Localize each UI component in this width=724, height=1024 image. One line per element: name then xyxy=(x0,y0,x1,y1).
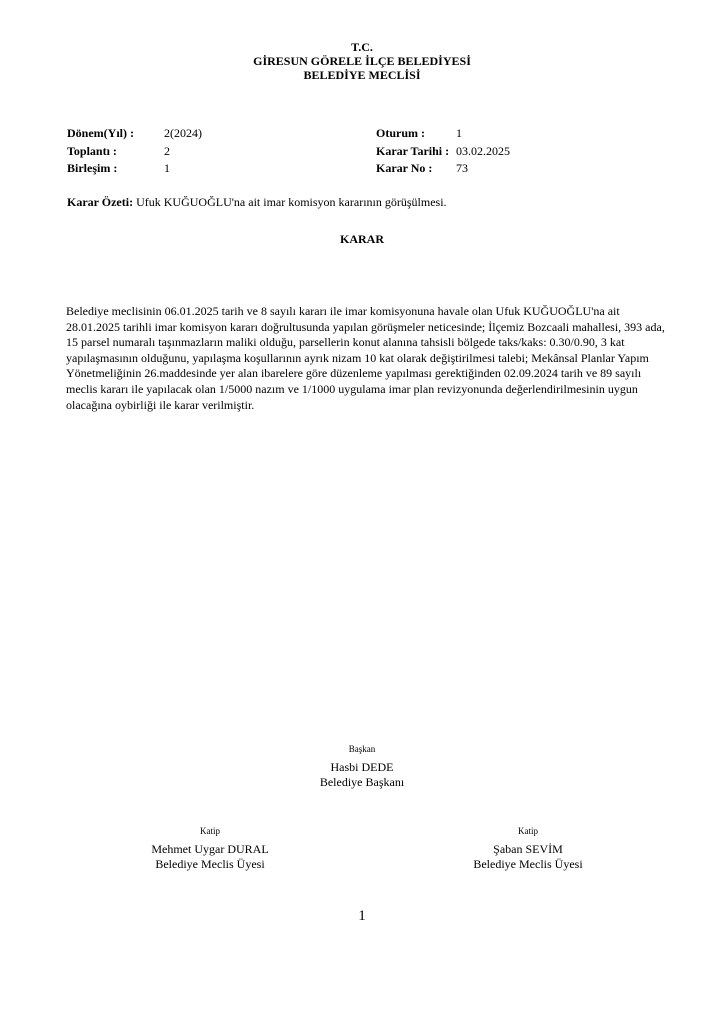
donem-value: 2(2024) xyxy=(164,126,202,140)
header-tc: T.C. xyxy=(351,40,373,54)
clerk1-title: Belediye Meclis Üyesi xyxy=(155,857,265,871)
toplanti-value: 2 xyxy=(164,144,170,158)
summary-label: Karar Özeti: xyxy=(67,195,134,209)
header-council: BELEDİYE MECLİSİ xyxy=(303,68,421,82)
clerk2-name: Şaban SEVİM xyxy=(493,842,563,856)
oturum-value: 1 xyxy=(456,126,462,140)
birlesim-value: 1 xyxy=(164,161,170,175)
header-municipality: GİRESUN GÖRELE İLÇE BELEDİYESİ xyxy=(253,54,471,68)
clerk2-title: Belediye Meclis Üyesi xyxy=(473,857,583,871)
decision-body: Belediye meclisinin 06.01.2025 tarih ve 8 sayılı kararı ile imar komisyonuna havale olan Ufuk KUĞUOĞLU'na ait 28.01.2025 tarihli imar komisyon kararı doğrultusunda yapılan görüşmeler neticesinde; İlçemiz Bozcaali mahallesi, 393 ada, 15 parsel numaralı taşınmazların maliki olduğu, parsellerin konut alanına tahsisli bölgede taks/kaks: 0.30/0.90, 3 kat yapılaşmasının olduğunu, yapılaşma koşullarının ayrık nizam 10 kat olarak değiştirilmesi talebi; Mekânsal Planlar Yapım Yönetmeliğinin 26.maddesinde yer alan ibarelere göre düzenleme yapılması gerektiğinden 02.09.2024 tarih ve 89 sayılı meclis kararı ile yapılacak olan 1/5000 nazım ve 1/1000 uygulama imar plan revizyonunda değerlendirilmesinin uygun olacağına oybirliği ile karar verilmiştir. xyxy=(66,304,665,412)
chair-title: Belediye Başkanı xyxy=(319,775,405,789)
clerk1-role: Katip xyxy=(200,826,220,836)
chair-name: Hasbi DEDE xyxy=(330,760,394,774)
birlesim-label: Birleşim : xyxy=(67,161,118,175)
summary-text: Ufuk KUĞUOĞLU'na ait imar komisyon kararının görüşülmesi. xyxy=(136,195,447,209)
chair-role: Başkan xyxy=(348,744,376,754)
toplanti-label: Toplantı : xyxy=(67,144,117,158)
karar-tarihi-value: 03.02.2025 xyxy=(456,144,510,158)
karar-tarihi-label: Karar Tarihi : xyxy=(376,144,450,158)
page-number: 1 xyxy=(358,908,366,924)
clerk1-name: Mehmet Uygar DURAL xyxy=(151,842,269,856)
oturum-label: Oturum : xyxy=(376,126,425,140)
karar-no-label: Karar No : xyxy=(376,161,433,175)
decision-summary xyxy=(67,195,447,210)
karar-no-value: 73 xyxy=(456,161,468,175)
section-title: KARAR xyxy=(340,232,384,246)
clerk2-role: Katip xyxy=(518,826,538,836)
donem-label: Dönem(Yıl) : xyxy=(67,126,134,140)
